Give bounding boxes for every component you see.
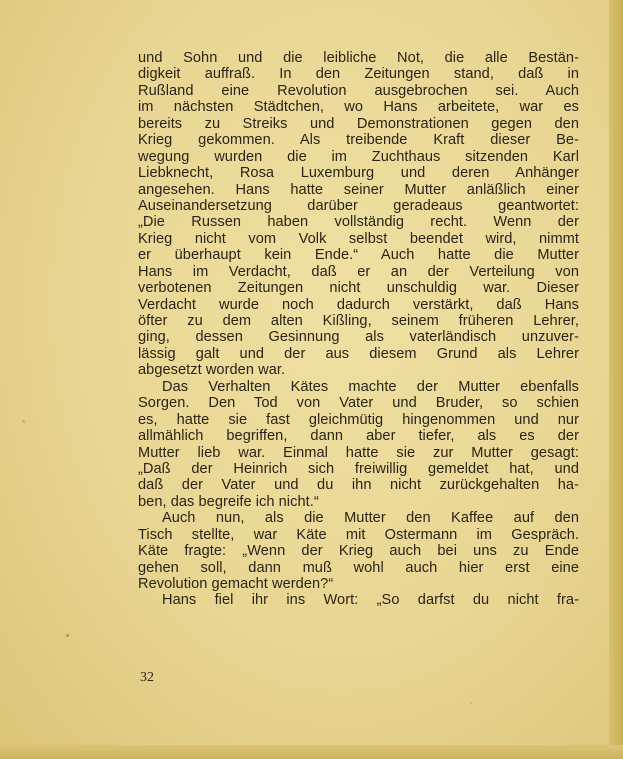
page-edge-right [609, 0, 623, 759]
text-line: Mutter lieb war. Einmal hatte sie zur Mutter gesagt: [138, 444, 579, 461]
body-text [138, 50, 579, 609]
text-line: Liebknecht, Rosa Luxemburg und deren Anhänger [138, 165, 579, 182]
text-line: Rußland eine Revolution ausgebrochen sei. Auch [138, 82, 579, 99]
text-line: ging, dessen Gesinnung als vaterländisch unzuver- [138, 329, 579, 346]
text-line: Käte fragte: „Wenn der Krieg auch bei uns zu Ende [138, 543, 579, 560]
text-line: bereits zu Streiks und Demonstrationen gegen den [138, 115, 579, 132]
text-line: ben, das begreife ich nicht.“ [138, 493, 319, 510]
text-line: gehen soll, dann muß wohl auch hier erst eine [138, 559, 579, 576]
text-line: angesehen. Hans hatte seiner Mutter anläßlich einer [138, 181, 579, 198]
text-line: Krieg gekommen. Als treibende Kraft dieser Be- [138, 132, 579, 149]
text-line: Hans fiel ihr ins Wort: „So darfst du nicht fra- [162, 592, 579, 609]
text-line: es, hatte sie fast gleichmütig hingenommen und nur [138, 411, 579, 428]
text-line: Hans im Verdacht, daß er an der Verteilung von [138, 263, 579, 280]
text-line: Verdacht wurde noch dadurch verstärkt, daß Hans [138, 296, 579, 313]
text-line: abgesetzt worden war. [138, 362, 286, 379]
text-line: Das Verhalten Kätes machte der Mutter ebenfalls [162, 378, 579, 395]
text-line: allmählich begriffen, dann aber tiefer, als es der [138, 428, 579, 445]
paper-speck [66, 634, 69, 637]
paper-speck [22, 420, 25, 423]
page-number: 32 [140, 670, 154, 685]
text-line: daß der Vater und du ihn nicht zurückgehalten ha- [138, 477, 579, 494]
text-line: im nächsten Städtchen, wo Hans arbeitete, war es [138, 99, 579, 116]
text-line: Auseinandersetzung darüber geradeaus geantwortet: [138, 197, 579, 214]
text-line: und Sohn und die leibliche Not, die alle Bestän- [138, 50, 579, 66]
text-line: Revolution gemacht werden?“ [138, 576, 334, 592]
text-line: Auch nun, als die Mutter den Kaffee auf den [162, 510, 579, 527]
text-line: wegung wurden die im Zuchthaus sitzenden Karl [138, 148, 579, 165]
page-edge-bottom [0, 745, 623, 759]
text-line: digkeit auffraß. In den Zeitungen stand, daß in [138, 66, 579, 83]
paper-speck [470, 702, 472, 704]
text-line: lässig galt und der aus diesem Grund als Lehrer [138, 345, 579, 362]
text-line: Sorgen. Den Tod von Vater und Bruder, so schien [138, 395, 579, 412]
text-line: „Daß der Heinrich sich freiwillig gemeldet hat, und [138, 460, 579, 477]
text-line: Krieg nicht vom Volk selbst beendet wird, nimmt [138, 230, 579, 247]
text-line: er überhaupt kein Ende.“ Auch hatte die Mutter [138, 247, 579, 264]
text-line: verbotenen Zeitungen nicht unschuldig war. Dieser [138, 280, 579, 297]
text-line: „Die Russen haben vollständig recht. Wenn der [138, 214, 579, 231]
text-line: Tisch stellte, war Käte mit Ostermann im Gespräch. [138, 526, 579, 543]
text-line: öfter zu dem alten Kißling, seinem früheren Lehrer, [138, 313, 579, 329]
